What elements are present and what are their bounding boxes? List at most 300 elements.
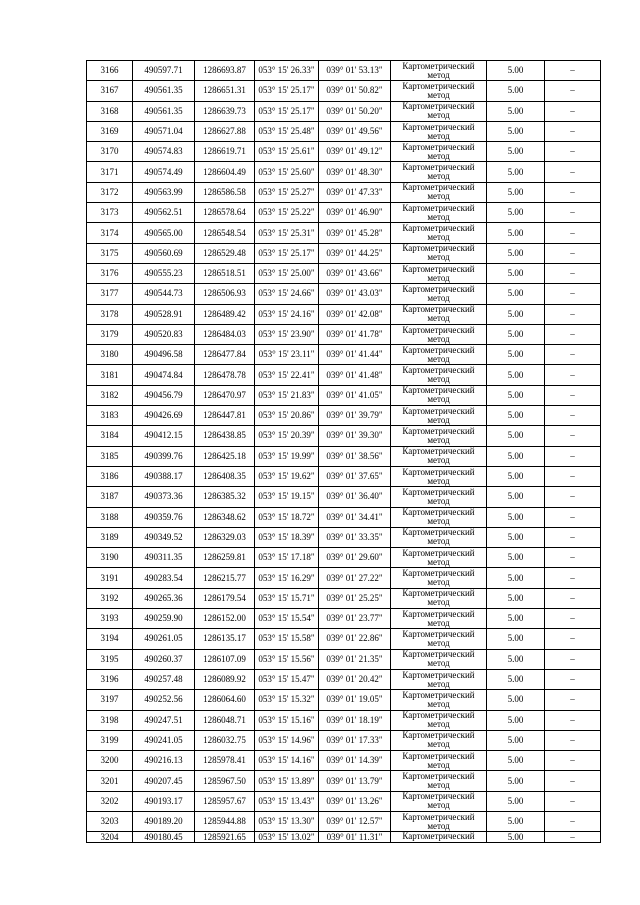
- accuracy-cell: 5.00: [487, 203, 545, 223]
- table-row: [87, 182, 601, 202]
- x-coordinate-cell: 490496.58: [133, 345, 195, 365]
- longitude-cell: 039° 01' 53.13": [319, 61, 391, 81]
- method-cell: Картометрический метод: [391, 365, 487, 385]
- note-cell: –: [545, 466, 601, 486]
- x-coordinate-cell: 490189.20: [133, 811, 195, 831]
- table-row: [87, 263, 601, 283]
- x-coordinate-cell: 490544.73: [133, 284, 195, 304]
- latitude-cell: 053° 15' 18.72": [255, 507, 319, 527]
- method-cell: Картометрический метод: [391, 487, 487, 507]
- note-cell: –: [545, 426, 601, 446]
- y-coordinate-cell: 1286506.93: [195, 284, 255, 304]
- longitude-cell: 039° 01' 44.25": [319, 243, 391, 263]
- note-cell: –: [545, 162, 601, 182]
- latitude-cell: 053° 15' 19.99": [255, 446, 319, 466]
- y-coordinate-cell: 1286329.03: [195, 527, 255, 547]
- method-cell: Картометрический метод: [391, 710, 487, 730]
- accuracy-cell: 5.00: [487, 162, 545, 182]
- y-coordinate-cell: 1286135.17: [195, 629, 255, 649]
- x-coordinate-cell: 490520.83: [133, 324, 195, 344]
- x-coordinate-cell: 490349.52: [133, 527, 195, 547]
- point-number-cell: 3204: [87, 832, 133, 843]
- y-coordinate-cell: 1286627.88: [195, 121, 255, 141]
- x-coordinate-cell: 490241.05: [133, 730, 195, 750]
- note-cell: –: [545, 203, 601, 223]
- latitude-cell: 053° 15' 18.39": [255, 527, 319, 547]
- method-cell: Картометрический метод: [391, 629, 487, 649]
- note-cell: –: [545, 527, 601, 547]
- latitude-cell: 053° 15' 25.60": [255, 162, 319, 182]
- point-number-cell: 3187: [87, 487, 133, 507]
- latitude-cell: 053° 15' 13.43": [255, 791, 319, 811]
- accuracy-cell: 5.00: [487, 811, 545, 831]
- longitude-cell: 039° 01' 21.35": [319, 649, 391, 669]
- note-cell: –: [545, 223, 601, 243]
- point-number-cell: 3181: [87, 365, 133, 385]
- longitude-cell: 039° 01' 19.05": [319, 690, 391, 710]
- note-cell: –: [545, 243, 601, 263]
- accuracy-cell: 5.00: [487, 588, 545, 608]
- point-number-cell: 3195: [87, 649, 133, 669]
- x-coordinate-cell: 490257.48: [133, 669, 195, 689]
- table-row: [87, 811, 601, 831]
- latitude-cell: 053° 15' 15.32": [255, 690, 319, 710]
- method-cell: Картометрический метод: [391, 203, 487, 223]
- note-cell: –: [545, 365, 601, 385]
- point-number-cell: 3175: [87, 243, 133, 263]
- point-number-cell: 3178: [87, 304, 133, 324]
- method-cell: Картометрический метод: [391, 771, 487, 791]
- latitude-cell: 053° 15' 25.17": [255, 101, 319, 121]
- longitude-cell: 039° 01' 12.57": [319, 811, 391, 831]
- accuracy-cell: 5.00: [487, 548, 545, 568]
- table-row: [87, 81, 601, 101]
- method-cell: Картометрический метод: [391, 162, 487, 182]
- document-page: [86, 60, 600, 843]
- latitude-cell: 053° 15' 17.18": [255, 548, 319, 568]
- point-number-cell: 3186: [87, 466, 133, 486]
- y-coordinate-cell: 1286604.49: [195, 162, 255, 182]
- longitude-cell: 039° 01' 18.19": [319, 710, 391, 730]
- longitude-cell: 039° 01' 27.22": [319, 568, 391, 588]
- y-coordinate-cell: 1285957.67: [195, 791, 255, 811]
- latitude-cell: 053° 15' 24.16": [255, 304, 319, 324]
- longitude-cell: 039° 01' 17.33": [319, 730, 391, 750]
- y-coordinate-cell: 1286348.62: [195, 507, 255, 527]
- latitude-cell: 053° 15' 21.83": [255, 385, 319, 405]
- coordinates-table: [86, 60, 601, 843]
- table-row: [87, 162, 601, 182]
- method-cell: Картометрический метод: [391, 609, 487, 629]
- longitude-cell: 039° 01' 47.33": [319, 182, 391, 202]
- x-coordinate-cell: 490426.69: [133, 406, 195, 426]
- table-row: [87, 466, 601, 486]
- latitude-cell: 053° 15' 15.58": [255, 629, 319, 649]
- longitude-cell: 039° 01' 49.12": [319, 142, 391, 162]
- accuracy-cell: 5.00: [487, 771, 545, 791]
- accuracy-cell: 5.00: [487, 649, 545, 669]
- table-row: [87, 730, 601, 750]
- y-coordinate-cell: 1286477.84: [195, 345, 255, 365]
- x-coordinate-cell: 490260.37: [133, 649, 195, 669]
- y-coordinate-cell: 1285978.41: [195, 751, 255, 771]
- x-coordinate-cell: 490252.56: [133, 690, 195, 710]
- method-cell: Картометрический метод: [391, 142, 487, 162]
- latitude-cell: 053° 15' 25.27": [255, 182, 319, 202]
- point-number-cell: 3192: [87, 588, 133, 608]
- y-coordinate-cell: 1286529.48: [195, 243, 255, 263]
- latitude-cell: 053° 15' 16.29": [255, 568, 319, 588]
- point-number-cell: 3201: [87, 771, 133, 791]
- latitude-cell: 053° 15' 24.66": [255, 284, 319, 304]
- point-number-cell: 3172: [87, 182, 133, 202]
- latitude-cell: 053° 15' 15.56": [255, 649, 319, 669]
- longitude-cell: 039° 01' 42.08": [319, 304, 391, 324]
- latitude-cell: 053° 15' 23.11": [255, 345, 319, 365]
- point-number-cell: 3184: [87, 426, 133, 446]
- method-cell: Картометрический метод: [391, 568, 487, 588]
- latitude-cell: 053° 15' 13.89": [255, 771, 319, 791]
- accuracy-cell: 5.00: [487, 487, 545, 507]
- table-row: [87, 142, 601, 162]
- method-cell: Картометрический метод: [391, 243, 487, 263]
- x-coordinate-cell: 490373.36: [133, 487, 195, 507]
- point-number-cell: 3194: [87, 629, 133, 649]
- longitude-cell: 039° 01' 41.48": [319, 365, 391, 385]
- note-cell: –: [545, 771, 601, 791]
- method-cell: Картометрический метод: [391, 182, 487, 202]
- method-cell: Картометрический метод: [391, 649, 487, 669]
- latitude-cell: 053° 15' 25.31": [255, 223, 319, 243]
- y-coordinate-cell: 1286478.78: [195, 365, 255, 385]
- y-coordinate-cell: 1286107.09: [195, 649, 255, 669]
- y-coordinate-cell: 1286425.18: [195, 446, 255, 466]
- note-cell: –: [545, 324, 601, 344]
- note-cell: –: [545, 81, 601, 101]
- longitude-cell: 039° 01' 22.86": [319, 629, 391, 649]
- y-coordinate-cell: 1286048.71: [195, 710, 255, 730]
- method-cell: Картометрический метод: [391, 406, 487, 426]
- latitude-cell: 053° 15' 15.54": [255, 609, 319, 629]
- table-row: [87, 710, 601, 730]
- point-number-cell: 3191: [87, 568, 133, 588]
- table-body: [87, 61, 601, 843]
- latitude-cell: 053° 15' 14.96": [255, 730, 319, 750]
- latitude-cell: 053° 15' 25.22": [255, 203, 319, 223]
- x-coordinate-cell: 490571.04: [133, 121, 195, 141]
- point-number-cell: 3185: [87, 446, 133, 466]
- point-number-cell: 3173: [87, 203, 133, 223]
- longitude-cell: 039° 01' 49.56": [319, 121, 391, 141]
- latitude-cell: 053° 15' 25.17": [255, 81, 319, 101]
- latitude-cell: 053° 15' 23.90": [255, 324, 319, 344]
- longitude-cell: 039° 01' 23.77": [319, 609, 391, 629]
- method-cell: Картометрический метод: [391, 385, 487, 405]
- x-coordinate-cell: 490399.76: [133, 446, 195, 466]
- y-coordinate-cell: 1285944.88: [195, 811, 255, 831]
- latitude-cell: 053° 15' 13.02": [255, 832, 319, 843]
- longitude-cell: 039° 01' 20.42": [319, 669, 391, 689]
- y-coordinate-cell: 1286484.03: [195, 324, 255, 344]
- x-coordinate-cell: 490528.91: [133, 304, 195, 324]
- note-cell: –: [545, 304, 601, 324]
- note-cell: –: [545, 263, 601, 283]
- y-coordinate-cell: 1286548.54: [195, 223, 255, 243]
- table-row: [87, 487, 601, 507]
- accuracy-cell: 5.00: [487, 406, 545, 426]
- point-number-cell: 3193: [87, 609, 133, 629]
- y-coordinate-cell: 1286619.71: [195, 142, 255, 162]
- y-coordinate-cell: 1286064.60: [195, 690, 255, 710]
- note-cell: –: [545, 142, 601, 162]
- x-coordinate-cell: 490283.54: [133, 568, 195, 588]
- note-cell: –: [545, 669, 601, 689]
- table-row: [87, 223, 601, 243]
- point-number-cell: 3177: [87, 284, 133, 304]
- x-coordinate-cell: 490247.51: [133, 710, 195, 730]
- x-coordinate-cell: 490261.05: [133, 629, 195, 649]
- table-row: [87, 385, 601, 405]
- longitude-cell: 039° 01' 48.30": [319, 162, 391, 182]
- latitude-cell: 053° 15' 20.86": [255, 406, 319, 426]
- y-coordinate-cell: 1286179.54: [195, 588, 255, 608]
- note-cell: –: [545, 751, 601, 771]
- point-number-cell: 3182: [87, 385, 133, 405]
- latitude-cell: 053° 15' 25.00": [255, 263, 319, 283]
- x-coordinate-cell: 490388.17: [133, 466, 195, 486]
- x-coordinate-cell: 490562.51: [133, 203, 195, 223]
- x-coordinate-cell: 490574.49: [133, 162, 195, 182]
- latitude-cell: 053° 15' 19.62": [255, 466, 319, 486]
- method-cell: Картометрический метод: [391, 61, 487, 81]
- note-cell: –: [545, 61, 601, 81]
- y-coordinate-cell: 1286089.92: [195, 669, 255, 689]
- accuracy-cell: 5.00: [487, 284, 545, 304]
- method-cell: Картометрический метод: [391, 121, 487, 141]
- accuracy-cell: 5.00: [487, 385, 545, 405]
- y-coordinate-cell: 1286693.87: [195, 61, 255, 81]
- y-coordinate-cell: 1286408.35: [195, 466, 255, 486]
- longitude-cell: 039° 01' 43.03": [319, 284, 391, 304]
- latitude-cell: 053° 15' 20.39": [255, 426, 319, 446]
- accuracy-cell: 5.00: [487, 243, 545, 263]
- accuracy-cell: 5.00: [487, 791, 545, 811]
- x-coordinate-cell: 490259.90: [133, 609, 195, 629]
- accuracy-cell: 5.00: [487, 81, 545, 101]
- latitude-cell: 053° 15' 25.48": [255, 121, 319, 141]
- point-number-cell: 3174: [87, 223, 133, 243]
- accuracy-cell: 5.00: [487, 507, 545, 527]
- table-row: [87, 365, 601, 385]
- y-coordinate-cell: 1286259.81: [195, 548, 255, 568]
- point-number-cell: 3199: [87, 730, 133, 750]
- longitude-cell: 039° 01' 50.82": [319, 81, 391, 101]
- method-cell: Картометрический метод: [391, 527, 487, 547]
- method-cell: Картометрический метод: [391, 669, 487, 689]
- x-coordinate-cell: 490597.71: [133, 61, 195, 81]
- table-row: [87, 548, 601, 568]
- table-row: [87, 588, 601, 608]
- table-row: [87, 304, 601, 324]
- accuracy-cell: 5.00: [487, 609, 545, 629]
- table-row: [87, 507, 601, 527]
- note-cell: –: [545, 690, 601, 710]
- note-cell: –: [545, 345, 601, 365]
- method-cell: Картометрический метод: [391, 324, 487, 344]
- table-row: [87, 669, 601, 689]
- point-number-cell: 3166: [87, 61, 133, 81]
- longitude-cell: 039° 01' 34.41": [319, 507, 391, 527]
- x-coordinate-cell: 490207.45: [133, 771, 195, 791]
- longitude-cell: 039° 01' 33.35": [319, 527, 391, 547]
- point-number-cell: 3168: [87, 101, 133, 121]
- table-row: [87, 832, 601, 843]
- longitude-cell: 039° 01' 39.79": [319, 406, 391, 426]
- y-coordinate-cell: 1286447.81: [195, 406, 255, 426]
- table-row: [87, 568, 601, 588]
- longitude-cell: 039° 01' 37.65": [319, 466, 391, 486]
- method-cell: Картометрический метод: [391, 507, 487, 527]
- accuracy-cell: 5.00: [487, 324, 545, 344]
- point-number-cell: 3197: [87, 690, 133, 710]
- table-row: [87, 690, 601, 710]
- point-number-cell: 3169: [87, 121, 133, 141]
- accuracy-cell: 5.00: [487, 629, 545, 649]
- point-number-cell: 3170: [87, 142, 133, 162]
- longitude-cell: 039° 01' 50.20": [319, 101, 391, 121]
- x-coordinate-cell: 490574.83: [133, 142, 195, 162]
- point-number-cell: 3188: [87, 507, 133, 527]
- accuracy-cell: 5.00: [487, 345, 545, 365]
- method-cell: Картометрический метод: [391, 751, 487, 771]
- point-number-cell: 3190: [87, 548, 133, 568]
- y-coordinate-cell: 1286215.77: [195, 568, 255, 588]
- y-coordinate-cell: 1286032.75: [195, 730, 255, 750]
- note-cell: –: [545, 791, 601, 811]
- note-cell: –: [545, 629, 601, 649]
- point-number-cell: 3203: [87, 811, 133, 831]
- table-row: [87, 649, 601, 669]
- x-coordinate-cell: 490561.35: [133, 81, 195, 101]
- table-row: [87, 203, 601, 223]
- y-coordinate-cell: 1286489.42: [195, 304, 255, 324]
- y-coordinate-cell: 1286518.51: [195, 263, 255, 283]
- accuracy-cell: 5.00: [487, 690, 545, 710]
- method-cell: Картометрический метод: [391, 426, 487, 446]
- note-cell: –: [545, 284, 601, 304]
- accuracy-cell: 5.00: [487, 568, 545, 588]
- y-coordinate-cell: 1285967.50: [195, 771, 255, 791]
- accuracy-cell: 5.00: [487, 446, 545, 466]
- accuracy-cell: 5.00: [487, 61, 545, 81]
- note-cell: –: [545, 568, 601, 588]
- point-number-cell: 3202: [87, 791, 133, 811]
- method-cell: Картометрический метод: [391, 263, 487, 283]
- method-cell: Картометрический метод: [391, 548, 487, 568]
- method-cell: Картометрический метод: [391, 811, 487, 831]
- note-cell: –: [545, 649, 601, 669]
- method-cell: Картометрический метод: [391, 304, 487, 324]
- table-row: [87, 609, 601, 629]
- table-row: [87, 426, 601, 446]
- note-cell: –: [545, 121, 601, 141]
- latitude-cell: 053° 15' 15.47": [255, 669, 319, 689]
- accuracy-cell: 5.00: [487, 142, 545, 162]
- table-row: [87, 61, 601, 81]
- table-row: [87, 284, 601, 304]
- x-coordinate-cell: 490216.13: [133, 751, 195, 771]
- point-number-cell: 3198: [87, 710, 133, 730]
- method-cell: Картометрический метод: [391, 81, 487, 101]
- y-coordinate-cell: 1286578.64: [195, 203, 255, 223]
- x-coordinate-cell: 490359.76: [133, 507, 195, 527]
- longitude-cell: 039° 01' 46.90": [319, 203, 391, 223]
- x-coordinate-cell: 490265.36: [133, 588, 195, 608]
- accuracy-cell: 5.00: [487, 101, 545, 121]
- y-coordinate-cell: 1286470.97: [195, 385, 255, 405]
- table-row: [87, 629, 601, 649]
- method-cell: Картометрический: [391, 832, 487, 843]
- x-coordinate-cell: 490412.15: [133, 426, 195, 446]
- point-number-cell: 3183: [87, 406, 133, 426]
- latitude-cell: 053° 15' 15.16": [255, 710, 319, 730]
- note-cell: –: [545, 101, 601, 121]
- note-cell: –: [545, 832, 601, 843]
- method-cell: Картометрический метод: [391, 588, 487, 608]
- table-row: [87, 101, 601, 121]
- accuracy-cell: 5.00: [487, 832, 545, 843]
- accuracy-cell: 5.00: [487, 304, 545, 324]
- x-coordinate-cell: 490555.23: [133, 263, 195, 283]
- accuracy-cell: 5.00: [487, 669, 545, 689]
- accuracy-cell: 5.00: [487, 730, 545, 750]
- longitude-cell: 039° 01' 14.39": [319, 751, 391, 771]
- longitude-cell: 039° 01' 39.30": [319, 426, 391, 446]
- y-coordinate-cell: 1286385.32: [195, 487, 255, 507]
- x-coordinate-cell: 490565.00: [133, 223, 195, 243]
- note-cell: –: [545, 548, 601, 568]
- method-cell: Картометрический метод: [391, 730, 487, 750]
- y-coordinate-cell: 1285921.65: [195, 832, 255, 843]
- method-cell: Картометрический метод: [391, 101, 487, 121]
- y-coordinate-cell: 1286639.73: [195, 101, 255, 121]
- note-cell: –: [545, 182, 601, 202]
- method-cell: Картометрический метод: [391, 791, 487, 811]
- table-row: [87, 771, 601, 791]
- table-row: [87, 345, 601, 365]
- accuracy-cell: 5.00: [487, 121, 545, 141]
- table-row: [87, 527, 601, 547]
- point-number-cell: 3196: [87, 669, 133, 689]
- method-cell: Картометрический метод: [391, 345, 487, 365]
- note-cell: –: [545, 811, 601, 831]
- note-cell: –: [545, 385, 601, 405]
- method-cell: Картометрический метод: [391, 284, 487, 304]
- latitude-cell: 053° 15' 26.33": [255, 61, 319, 81]
- point-number-cell: 3189: [87, 527, 133, 547]
- x-coordinate-cell: 490561.35: [133, 101, 195, 121]
- latitude-cell: 053° 15' 19.15": [255, 487, 319, 507]
- longitude-cell: 039° 01' 43.66": [319, 263, 391, 283]
- note-cell: –: [545, 446, 601, 466]
- x-coordinate-cell: 490180.45: [133, 832, 195, 843]
- accuracy-cell: 5.00: [487, 223, 545, 243]
- accuracy-cell: 5.00: [487, 263, 545, 283]
- latitude-cell: 053° 15' 25.17": [255, 243, 319, 263]
- accuracy-cell: 5.00: [487, 182, 545, 202]
- note-cell: –: [545, 406, 601, 426]
- accuracy-cell: 5.00: [487, 751, 545, 771]
